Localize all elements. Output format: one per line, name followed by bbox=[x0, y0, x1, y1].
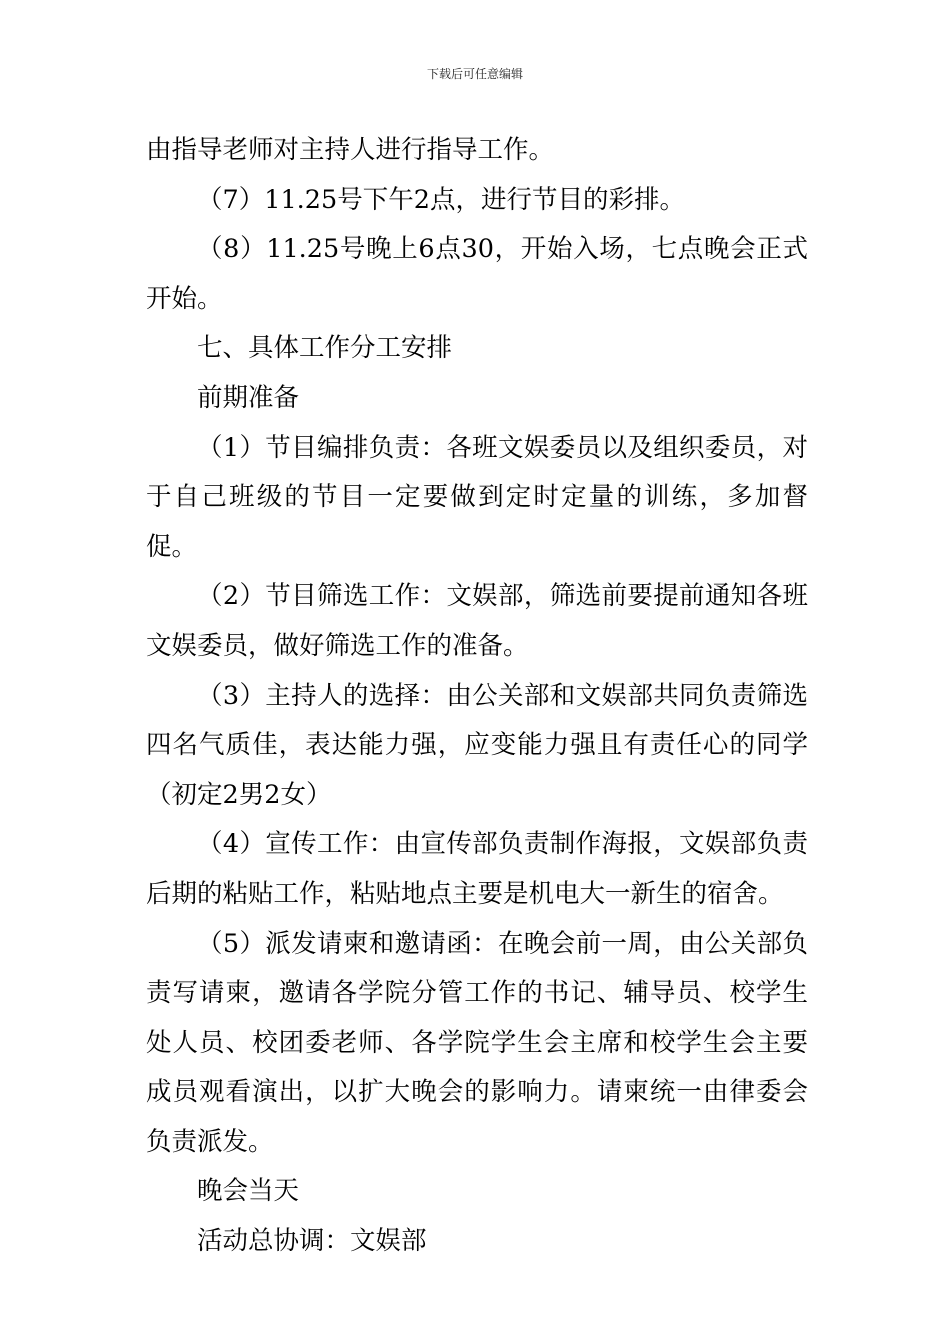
paragraph-4: （1）节目编排负责：各班文娱委员以及组织委员，对于自己班级的节目一定要做到定时定量的训练，多加督促。 bbox=[146, 432, 808, 562]
document-body bbox=[146, 126, 808, 1267]
paragraph-7: （4）宣传工作：由宣传部负责制作海报，文娱部负责后期的粘贴工作，粘贴地点主要是机电大一新生的宿舍。 bbox=[146, 829, 808, 909]
paragraph-6: （3）主持人的选择：由公关部和文娱部共同负责筛选四名气质佳，表达能力强，应变能力强且有责任心的同学（初定2男2女） bbox=[146, 680, 808, 810]
paragraph-3: （8）11.25号晚上6点30，开始入场，七点晚会正式开始。 bbox=[146, 234, 808, 314]
page-header: 下载后可任意编辑 bbox=[426, 67, 523, 81]
paragraph-8: （5）派发请柬和邀请函：在晚会前一周，由公关部负责写请柬，邀请各学院分管工作的书记、辅导员、校学生处人员、校团委老师、各学院学生会主席和校学生会主要成员观看演出，以扩大晚会的影响力。请柬统一由律委会负责派发。 bbox=[146, 928, 808, 1157]
subsection-heading-event-day: 晚会当天 bbox=[197, 1176, 300, 1207]
paragraph-1: 由指导老师对主持人进行指导工作。 bbox=[146, 135, 555, 165]
paragraph-2: （7）11.25号下午2点，进行节目的彩排。 bbox=[197, 184, 685, 215]
section-heading: 七、具体工作分工安排 bbox=[197, 333, 453, 364]
paragraph-9: 活动总协调：文娱部 bbox=[197, 1226, 427, 1257]
subsection-heading-preparation: 前期准备 bbox=[197, 382, 300, 413]
paragraph-5: （2）节目筛选工作：文娱部，筛选前要提前通知各班文娱委员，做好筛选工作的准备。 bbox=[146, 581, 808, 661]
